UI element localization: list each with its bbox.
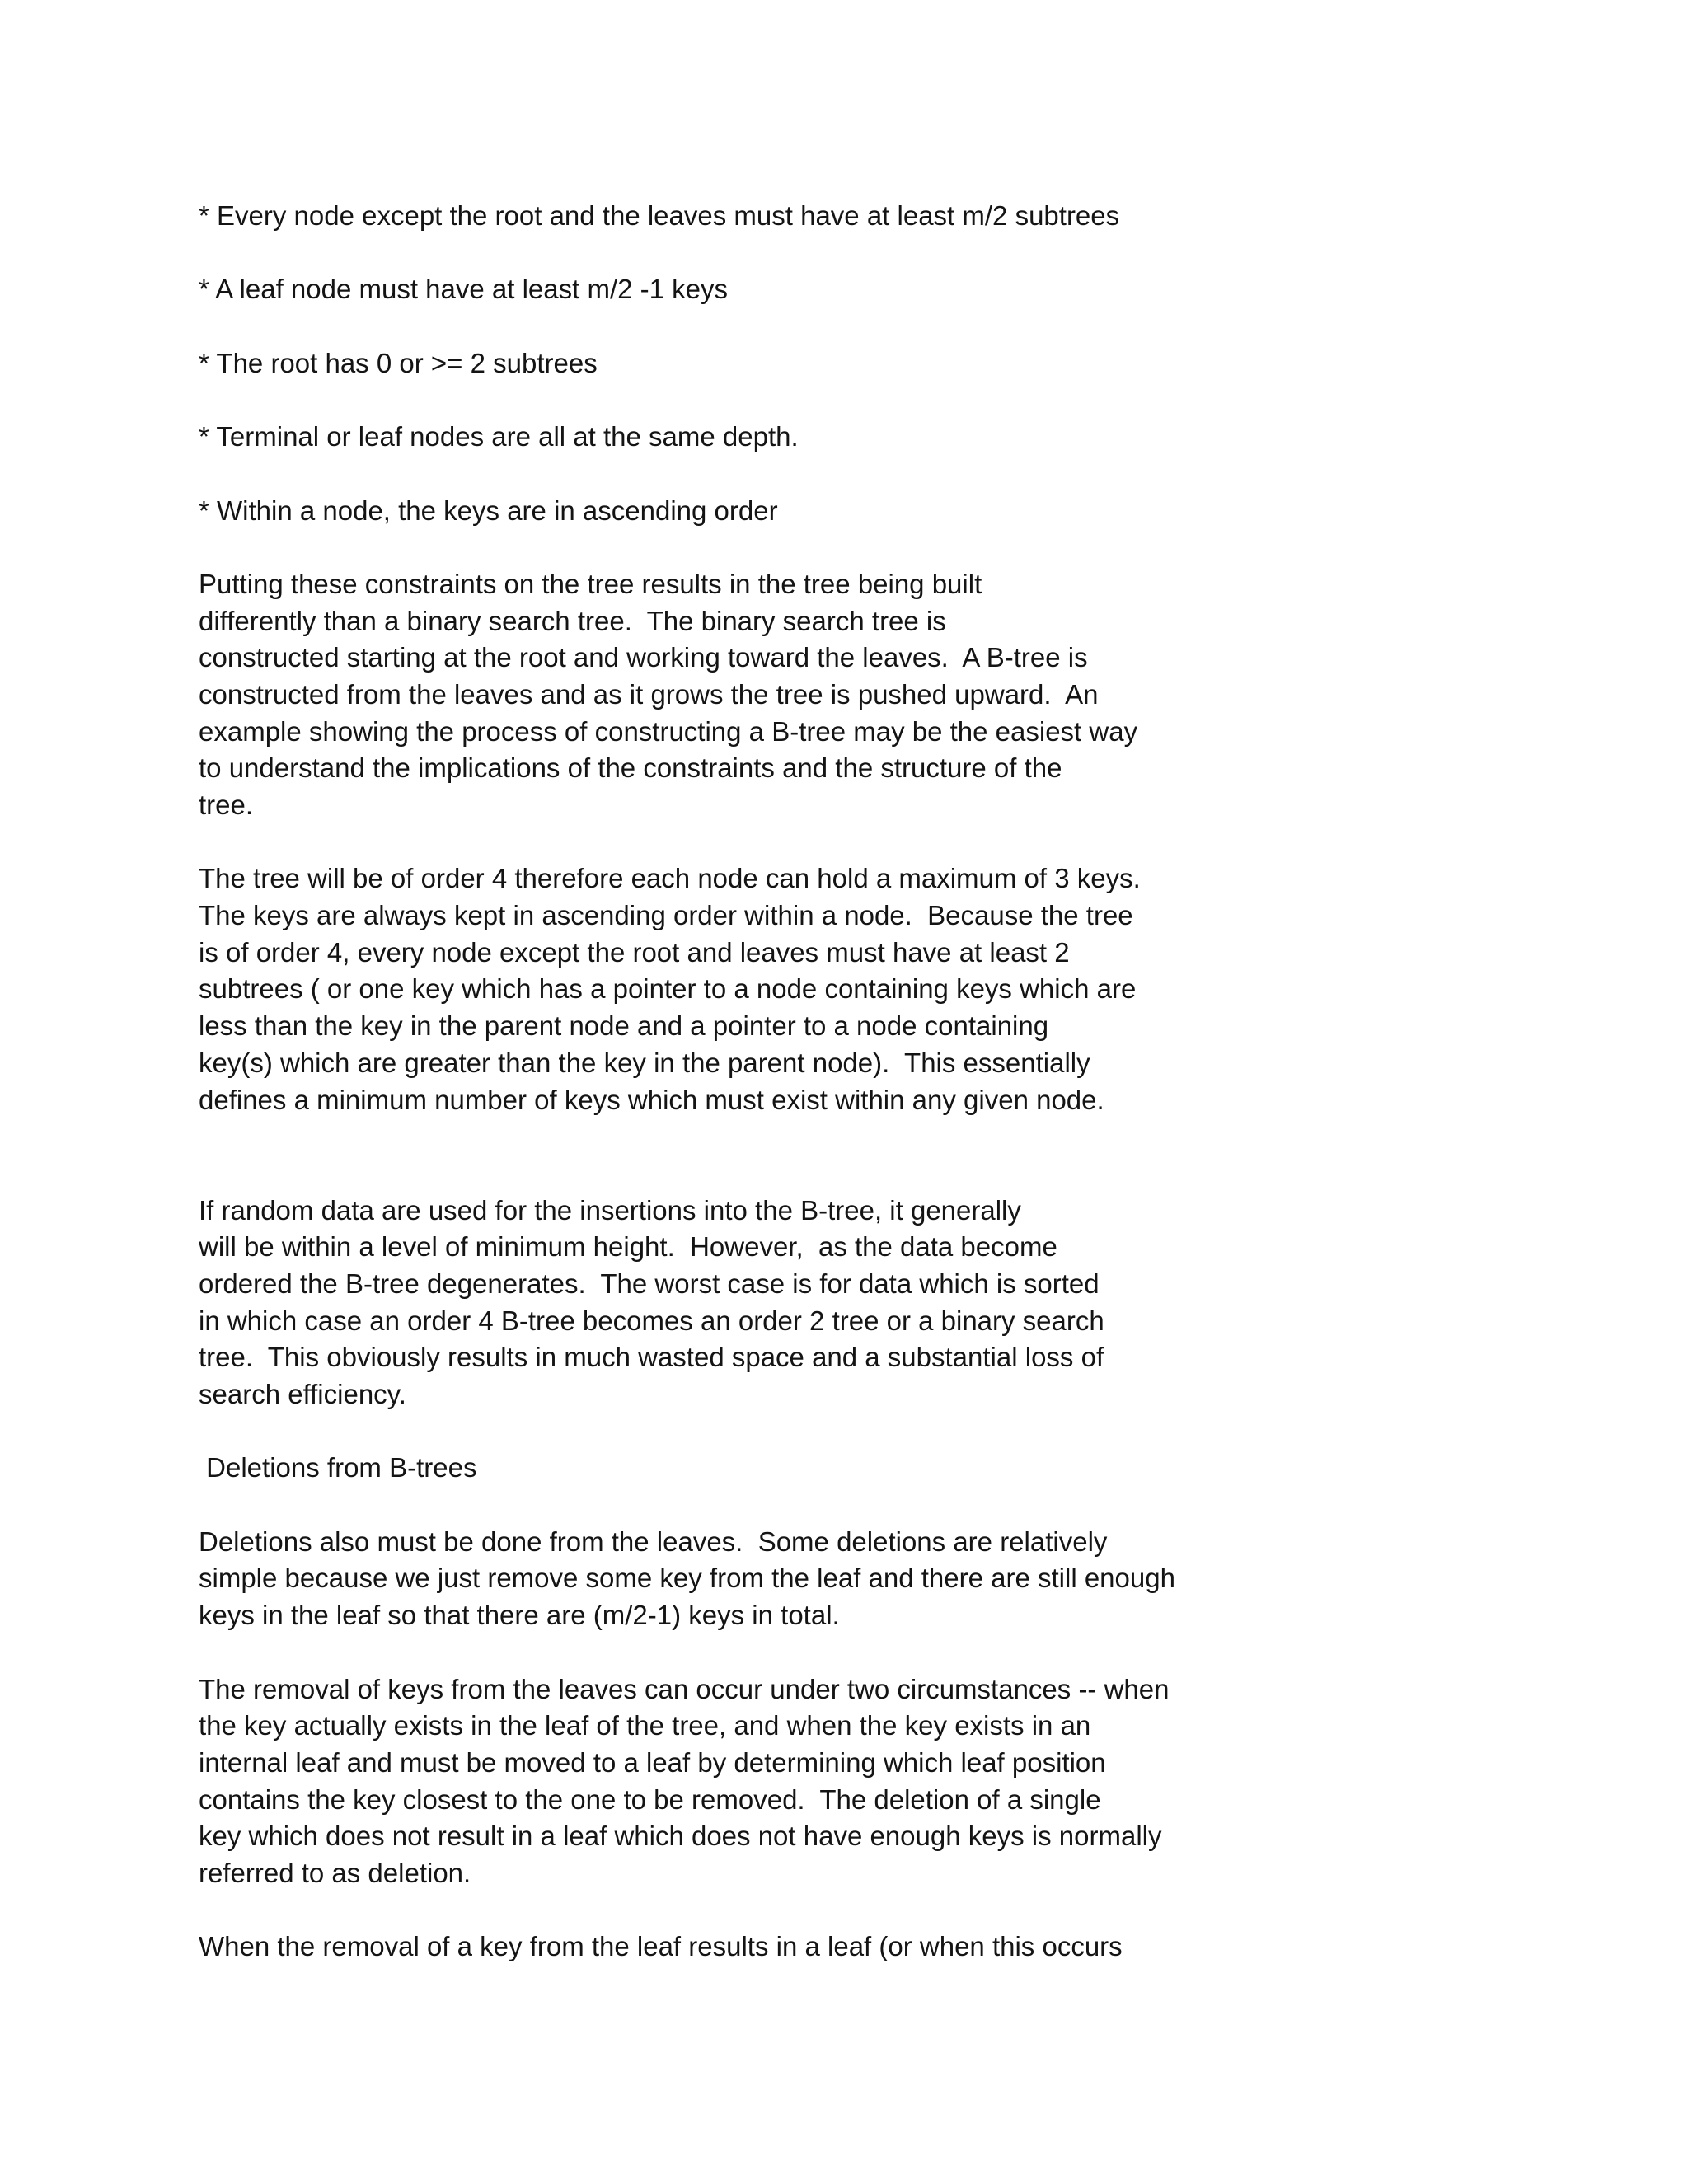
text-line: to understand the implications of the constraints and the structure of the — [199, 752, 1062, 784]
text-line: defines a minimum number of keys which must exist within any given node. — [199, 1084, 1104, 1115]
text-line: tree. — [199, 790, 254, 820]
blank-line — [199, 1155, 1270, 1193]
text-line: constructed starting at the root and working toward the leaves. A B-tree is — [199, 642, 1088, 673]
blank-line — [199, 529, 1270, 566]
text-line: * Within a node, the keys are in ascending order — [199, 494, 778, 526]
blank-line — [199, 824, 1270, 861]
text-line: key(s) which are greater than the key in the parent node). This essentially — [199, 1047, 1090, 1078]
blank-line — [199, 308, 1270, 345]
text-line: If random data are used for the insertions into the B-tree, it generally — [199, 1194, 1021, 1226]
text-line: simple because we just remove some key from the leaf and there are still enough — [199, 1563, 1175, 1594]
text-line: the key actually exists in the leaf of the tree, and when the key exists in an — [199, 1710, 1091, 1741]
text-line: is of order 4, every node except the root and leaves must have at least 2 — [199, 936, 1070, 968]
text-line: keys in the leaf so that there are (m/2-1) keys in total. — [199, 1600, 840, 1631]
text-line: referred to as deletion. — [199, 1857, 471, 1888]
text-line: subtrees ( or one key which has a pointer to a node containing keys which are — [199, 973, 1137, 1005]
text-line: constructed from the leaves and as it grows the tree is pushed upward. An — [199, 678, 1099, 710]
text-line: * Every node except the root and the leaves must have at least m/2 subtrees — [199, 200, 1120, 231]
text-line: Deletions from B-trees — [199, 1452, 477, 1483]
document-body — [199, 198, 1270, 1966]
blank-line — [199, 1413, 1270, 1451]
text-line: key which does not result in a leaf which does not have enough keys is normally — [199, 1821, 1162, 1852]
text-line: in which case an order 4 B-tree becomes an order 2 tree or a binary search — [199, 1305, 1104, 1336]
text-line: The tree will be of order 4 therefore each node can hold a maximum of 3 keys. — [199, 863, 1141, 894]
text-line: * Terminal or leaf nodes are all at the same depth. — [199, 421, 799, 452]
text-line: * The root has 0 or >= 2 subtrees — [199, 347, 598, 378]
text-line: * A leaf node must have at least m/2 -1 keys — [199, 274, 729, 305]
blank-line — [199, 1487, 1270, 1524]
blank-line — [199, 235, 1270, 272]
blank-line — [199, 456, 1270, 493]
text-line: differently than a binary search tree. The binary search tree is — [199, 605, 946, 636]
text-line: contains the key closest to the one to be removed. The deletion of a single — [199, 1783, 1101, 1815]
text-line: The keys are always kept in ascending order within a node. Because the tree — [199, 900, 1133, 931]
blank-line — [199, 1892, 1270, 1929]
text-line: internal leaf and must be moved to a leaf by determining which leaf position — [199, 1746, 1106, 1778]
blank-line — [199, 1634, 1270, 1671]
text-line: The removal of keys from the leaves can occur under two circumstances -- when — [199, 1673, 1170, 1704]
text-line: Putting these constraints on the tree results in the tree being built — [199, 568, 982, 599]
text-line: search efficiency. — [199, 1379, 406, 1409]
text-line: Deletions also must be done from the leaves. Some deletions are relatively — [199, 1526, 1108, 1557]
text-line: will be within a level of minimum height. However, as the data become — [199, 1231, 1057, 1263]
blank-line — [199, 382, 1270, 419]
text-line: tree. This obviously results in much wasted space and a substantial loss of — [199, 1342, 1104, 1373]
blank-line — [199, 1118, 1270, 1155]
text-line: example showing the process of constructing a B-tree may be the easiest way — [199, 715, 1138, 747]
text-line: less than the key in the parent node and a pointer to a node containing — [199, 1010, 1049, 1042]
text-line: When the removal of a key from the leaf results in a leaf (or when this occurs — [199, 1931, 1123, 1962]
text-line: ordered the B-tree degenerates. The worst case is for data which is sorted — [199, 1268, 1100, 1299]
